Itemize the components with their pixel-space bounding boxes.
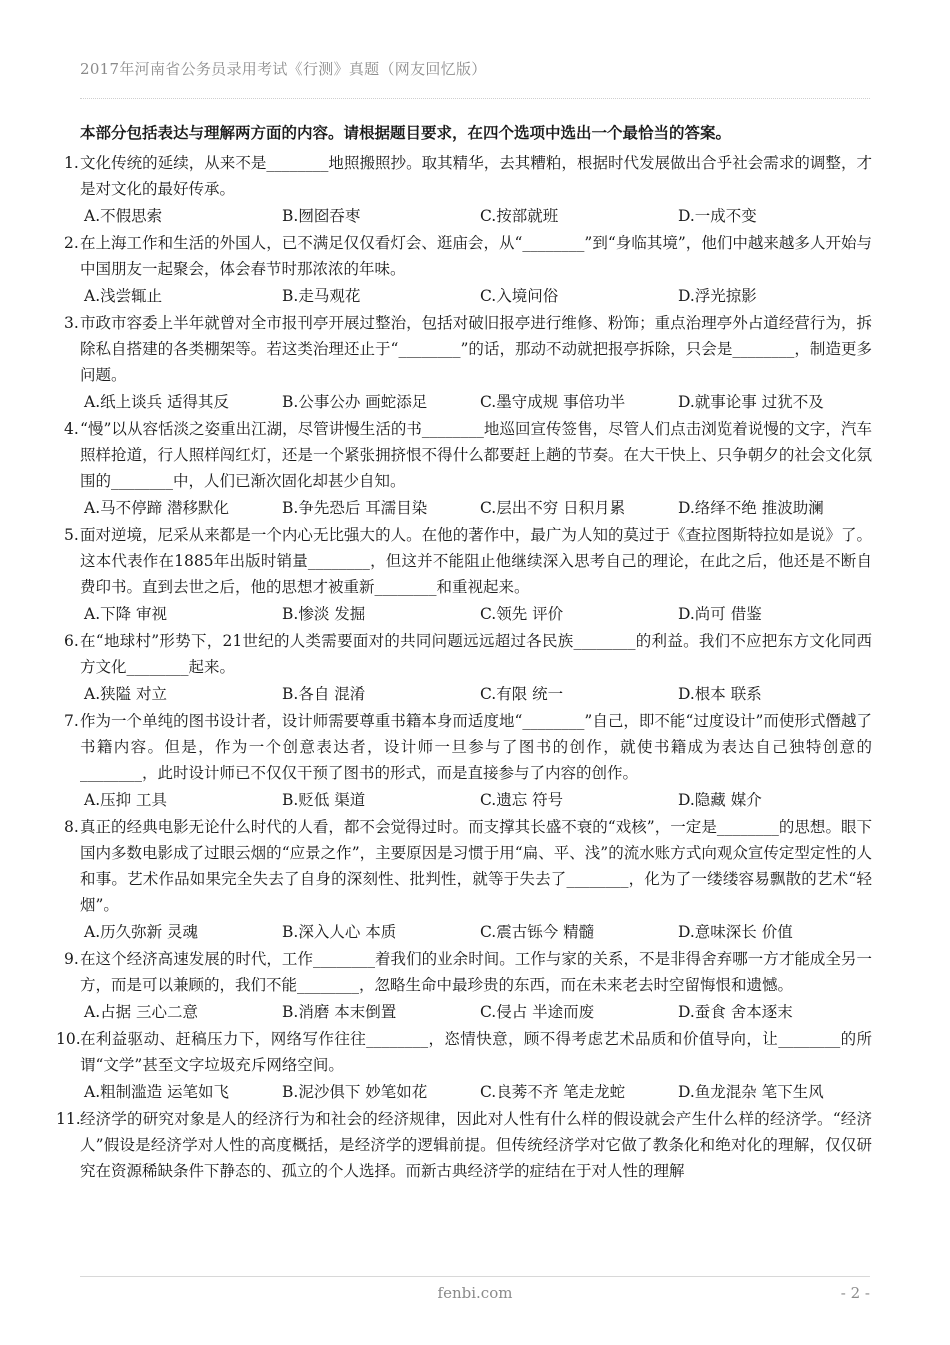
answer-option: D.根本 联系	[678, 685, 762, 703]
question-text: 市政市容委上半年就曾对全市报刊亭开展过整治，包括对破旧报亭进行维修、粉饰；重点治理亭外占道经营行为，拆除私自搭建的各类棚架等。若这类治理还止于“________”的话，那动不动就把报亭拆除，只会是________，制造更多问题。	[80, 314, 872, 384]
question-number: 2.	[64, 234, 79, 252]
answer-option: B.各自 混淆	[282, 685, 366, 703]
answer-option: A.浅尝辄止	[84, 287, 163, 305]
question-text: 作为一个单纯的图书设计者，设计师需要尊重书籍本身而适度地“________”自己，即不能“过度设计”而使形式僭越了书籍内容。但是，作为一个创意表达者，设计师一旦参与了图书的创作，就使书籍成为表达自己独特创意的________，此时设计师已不仅仅干预了图书的形式，而是直接参与了内容的创作。	[80, 712, 872, 782]
answer-options	[64, 283, 872, 309]
question	[64, 416, 872, 494]
answer-option: D.蚕食 舍本逐末	[678, 1003, 793, 1021]
answer-options	[64, 681, 872, 707]
question	[64, 522, 872, 600]
answer-options	[64, 495, 872, 521]
answer-option: D.浮光掠影	[678, 287, 757, 305]
question-text: 文化传统的延续，从来不是________地照搬照抄。取其精华，去其糟粕，根据时代发展做出合乎社会需求的调整，才是对文化的最好传承。	[80, 154, 872, 198]
answer-option: A.历久弥新 灵魂	[84, 923, 199, 941]
answer-option: B.消磨 本末倒置	[282, 1003, 397, 1021]
footer-site: fenbi.com	[437, 1284, 513, 1302]
answer-options	[64, 203, 872, 229]
document-body	[56, 120, 872, 1184]
answer-option: D.就事论事 过犹不及	[678, 393, 824, 411]
answer-option: C.震古铄今 精髓	[480, 923, 595, 941]
question-number: 10.	[56, 1030, 81, 1048]
question-number: 6.	[64, 632, 79, 650]
answer-options	[64, 601, 872, 627]
question	[64, 230, 872, 282]
answer-option: C.有限 统一	[480, 685, 564, 703]
question-number: 8.	[64, 818, 79, 836]
question-number: 3.	[64, 314, 79, 332]
question-text: 经济学的研究对象是人的经济行为和社会的经济规律，因此对人性有什么样的假设就会产生什么样的经济学。“经济人”假设是经济学对人性的高度概括，是经济学的逻辑前提。但传统经济学对它做了教条化和绝对化的理解，仅仅研究在资源稀缺条件下静态的、孤立的个人选择。而新古典经济学的症结在于对人性的理解	[80, 1110, 872, 1180]
answer-option: C.遗忘 符号	[480, 791, 564, 809]
header-divider	[80, 98, 870, 99]
answer-option: D.一成不变	[678, 207, 757, 225]
answer-options	[64, 787, 872, 813]
question-number: 11.	[56, 1110, 81, 1128]
question-text: 在这个经济高速发展的时代，工作________着我们的业余时间。工作与家的关系，不是非得舍弃哪一方才能成全另一方，而是可以兼顾的，我们不能________，忽略生命中最珍贵的东西，而在未来老去时空留悔恨和遗憾。	[80, 950, 872, 994]
answer-option: C.领先 评价	[480, 605, 564, 623]
answer-option: B.贬低 渠道	[282, 791, 366, 809]
answer-options	[64, 999, 872, 1025]
footer-divider	[80, 1276, 870, 1277]
answer-option: B.泥沙俱下 妙笔如花	[282, 1083, 428, 1101]
page-header-title: 2017年河南省公务员录用考试《行测》真题（网友回忆版）	[80, 60, 487, 78]
answer-option: A.压抑 工具	[84, 791, 168, 809]
answer-option: A.不假思索	[84, 207, 163, 225]
question-number: 9.	[64, 950, 79, 968]
answer-option: A.粗制滥造 运笔如飞	[84, 1083, 230, 1101]
answer-option: B.深入人心 本质	[282, 923, 397, 941]
answer-option: C.入境问俗	[480, 287, 559, 305]
question-text: 在“地球村”形势下，21世纪的人类需要面对的共同问题远远超过各民族________的利益。我们不应把东方文化同西方文化________起来。	[80, 632, 872, 676]
answer-option: D.鱼龙混杂 笔下生风	[678, 1083, 824, 1101]
question	[64, 310, 872, 388]
section-intro: 本部分包括表达与理解两方面的内容。请根据题目要求，在四个选项中选出一个最恰当的答案。	[80, 123, 732, 142]
answer-option: C.侵占 半途而废	[480, 1003, 595, 1021]
answer-option: B.走马观花	[282, 287, 361, 305]
answer-option: C.层出不穷 日积月累	[480, 499, 626, 517]
question-text: 面对逆境，尼采从来都是一个内心无比强大的人。在他的著作中，最广为人知的莫过于《查拉图斯特拉如是说》了。这本代表作在1885年出版时销量________，但这并不能阻止他继续深入思考自己的理论，在此之后，他还是不断自费印书。直到去世之后，他的思想才被重新________和重视起来。	[80, 526, 872, 596]
question-text: 在上海工作和生活的外国人，已不满足仅仅看灯会、逛庙会，从“________”到“身临其境”，他们中越来越多人开始与中国朋友一起聚会，体会春节时那浓浓的年味。	[80, 234, 872, 278]
answer-option: A.下降 审视	[84, 605, 168, 623]
answer-option: B.惨淡 发掘	[282, 605, 366, 623]
answer-option: D.隐藏 媒介	[678, 791, 762, 809]
answer-option: D.络绎不绝 推波助澜	[678, 499, 824, 517]
answer-options	[64, 919, 872, 945]
answer-option: D.意味深长 价值	[678, 923, 793, 941]
question	[64, 150, 872, 202]
answer-option: B.囫囵吞枣	[282, 207, 361, 225]
answer-option: A.纸上谈兵 适得其反	[84, 393, 230, 411]
question	[64, 946, 872, 998]
question-number: 1.	[64, 154, 79, 172]
answer-option: A.占据 三心二意	[84, 1003, 199, 1021]
answer-option: C.良莠不齐 笔走龙蛇	[480, 1083, 626, 1101]
answer-options	[64, 389, 872, 415]
question	[56, 1106, 872, 1184]
page-number: - 2 -	[840, 1284, 870, 1302]
question-text: “慢”以从容恬淡之姿重出江湖，尽管讲慢生活的书________地巡回宣传签售，尽管人们点击浏览着说慢的文字，汽车照样抢道，行人照样闯红灯，还是一个紧张拥挤恨不得什么都要赶上趟的节奏。在大干快上、只争朝夕的社会文化氛围的________中，人们已渐次固化却甚少自知。	[80, 420, 872, 490]
answer-option: B.争先恐后 耳濡目染	[282, 499, 428, 517]
question	[64, 628, 872, 680]
question-text: 在利益驱动、赶稿压力下，网络写作往往________，恣情快意，顾不得考虑艺术品质和价值导向，让________的所谓“文学”甚至文字垃圾充斥网络空间。	[80, 1030, 872, 1074]
answer-option: A.狭隘 对立	[84, 685, 168, 703]
question-number: 5.	[64, 526, 79, 544]
answer-option: B.公事公办 画蛇添足	[282, 393, 428, 411]
answer-option: C.墨守成规 事倍功半	[480, 393, 626, 411]
question-number: 7.	[64, 712, 79, 730]
question	[56, 1026, 872, 1078]
question-list	[56, 150, 872, 1184]
answer-options	[64, 1079, 872, 1105]
answer-option: D.尚可 借鉴	[678, 605, 762, 623]
question-text: 真正的经典电影无论什么时代的人看，都不会觉得过时。而支撑其长盛不衰的“戏核”，一定是________的思想。眼下国内多数电影成了过眼云烟的“应景之作”，主要原因是习惯于用“扁、平、浅”的流水账方式向观众宣传定型定性的人和事。艺术作品如果完全失去了自身的深刻性、批判性，就等于失去了________，化为了一缕缕容易飘散的艺术“轻烟”。	[80, 818, 872, 914]
question	[64, 814, 872, 918]
answer-option: A.马不停蹄 潜移默化	[84, 499, 230, 517]
question-number: 4.	[64, 420, 79, 438]
answer-option: C.按部就班	[480, 207, 559, 225]
question	[64, 708, 872, 786]
